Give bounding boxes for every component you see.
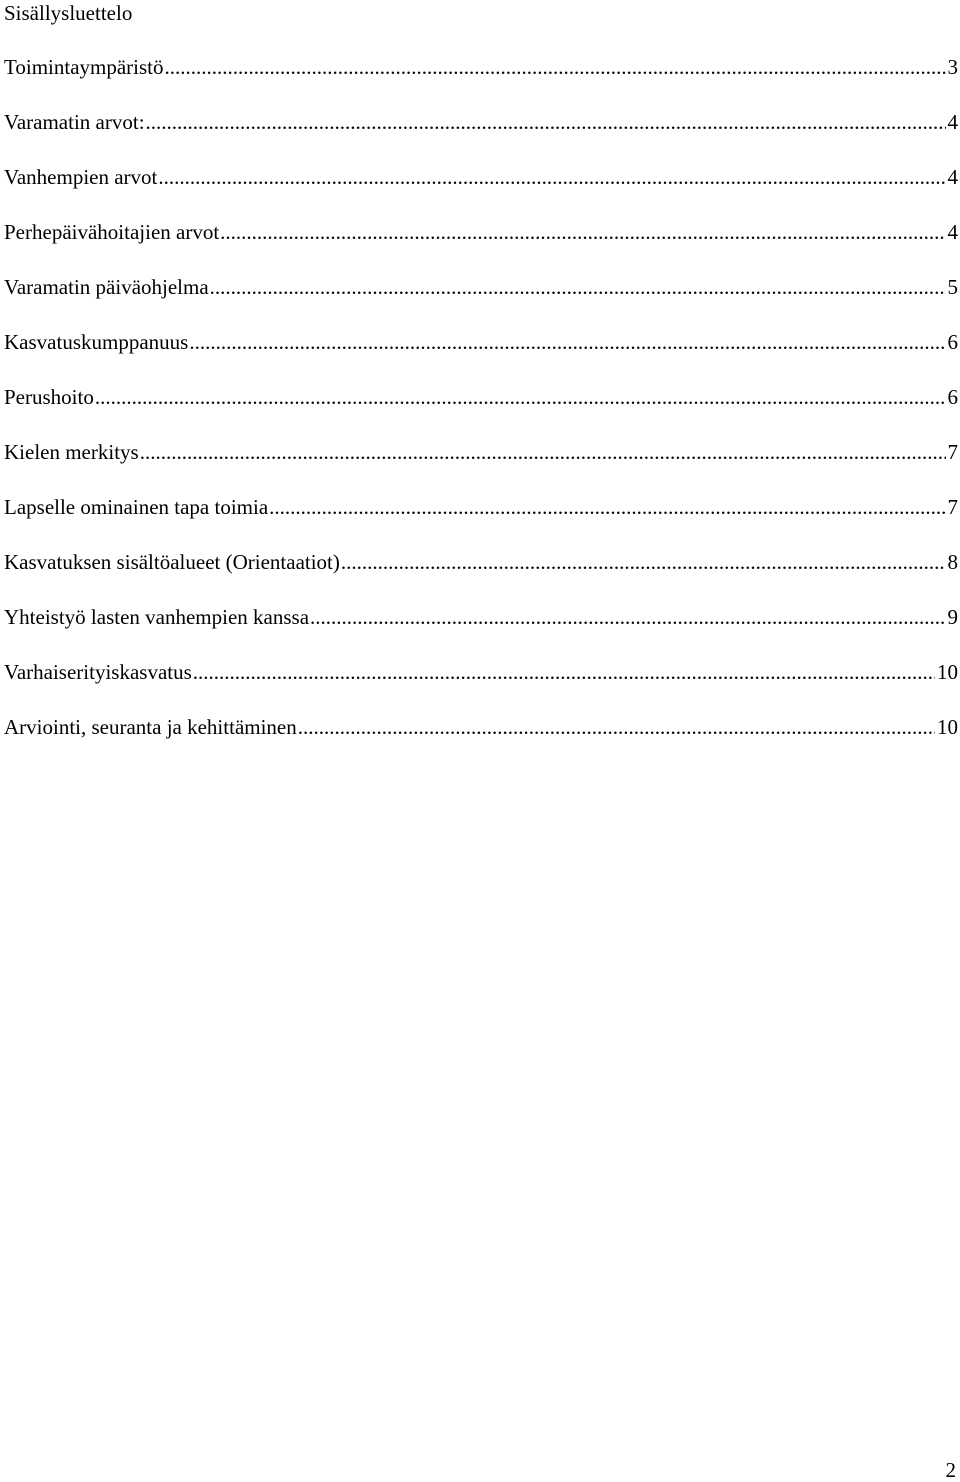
toc-title: Sisällysluettelo: [4, 1, 133, 25]
toc-dot-leader: [146, 109, 946, 135]
toc-entry-page: 6: [947, 330, 958, 354]
toc-entry-page: 7: [947, 495, 958, 519]
toc-entry-lapselle-ominainen-tapa-toimia[interactable]: [4, 494, 958, 549]
toc-entry-label: Vanhempien arvot: [4, 165, 158, 189]
toc-entry-label: Varamatin arvot:: [4, 110, 145, 134]
toc-entry-label: Lapselle ominainen tapa toimia: [4, 495, 269, 519]
toc-list: [4, 54, 958, 769]
toc-dot-leader: [310, 604, 945, 630]
toc-entry-yhteistyo-lasten-vanhempien-kanssa[interactable]: [4, 604, 958, 659]
toc-entry-label: Yhteistyö lasten vanhempien kanssa: [4, 605, 310, 629]
toc-dot-leader: [269, 494, 945, 520]
toc-entry-label: Arviointi, seuranta ja kehittäminen: [4, 715, 297, 739]
toc-entry-page: 5: [947, 275, 958, 299]
toc-entry-perushoito[interactable]: [4, 384, 958, 439]
toc-entry-page: 4: [947, 110, 958, 134]
toc-dot-leader: [140, 439, 946, 465]
toc-dot-leader: [210, 274, 946, 300]
toc-entry-page: 4: [947, 165, 958, 189]
toc-entry-page: 4: [947, 220, 958, 244]
toc-entry-page: 10: [937, 660, 958, 684]
toc-entry-page: 7: [947, 440, 958, 464]
toc-dot-leader: [298, 714, 935, 740]
toc-entry-label: Perhepäivähoitajien arvot: [4, 220, 220, 244]
toc-entry-page: 8: [947, 550, 958, 574]
toc-dot-leader: [95, 384, 946, 410]
toc-entry-page: 6: [947, 385, 958, 409]
toc-entry-label: Perushoito: [4, 385, 94, 409]
toc-entry-varamatin-arvot[interactable]: [4, 109, 958, 164]
toc-entry-label: Kasvatuksen sisältöalueet (Orientaatiot): [4, 550, 340, 574]
toc-dot-leader: [158, 164, 945, 190]
toc-entry-kielen-merkitys[interactable]: [4, 439, 958, 494]
toc-dot-leader: [341, 549, 946, 575]
toc-entry-page: 3: [947, 55, 958, 79]
toc-entry-perhepaivahoitajien-arvot[interactable]: [4, 219, 958, 274]
toc-entry-label: Toimintaympäristö: [4, 55, 164, 79]
toc-entry-page: 9: [947, 605, 958, 629]
toc-entry-label: Kasvatuskumppanuus: [4, 330, 189, 354]
toc-entry-page: 10: [937, 715, 958, 739]
toc-entry-label: Varamatin päiväohjelma: [4, 275, 209, 299]
page-number: 2: [945, 1458, 956, 1482]
toc-entry-varhaiserityiskasvatus[interactable]: [4, 659, 958, 714]
toc-entry-label: Varhaiserityiskasvatus: [4, 660, 192, 684]
toc-entry-toimintaymparisto[interactable]: [4, 54, 958, 109]
toc-dot-leader: [220, 219, 945, 245]
toc-entry-label: Kielen merkitys: [4, 440, 139, 464]
toc-entry-kasvatuksen-sisaltoalueet[interactable]: [4, 549, 958, 604]
toc-entry-arviointi-seuranta-ja-kehittaminen[interactable]: [4, 714, 958, 769]
toc-entry-kasvatuskumppanuus[interactable]: [4, 329, 958, 384]
toc-dot-leader: [189, 329, 945, 355]
toc-entry-varamatin-paivaohjelma[interactable]: [4, 274, 958, 329]
toc-dot-leader: [193, 659, 935, 685]
toc-entry-vanhempien-arvot[interactable]: [4, 164, 958, 219]
toc-dot-leader: [165, 54, 946, 80]
